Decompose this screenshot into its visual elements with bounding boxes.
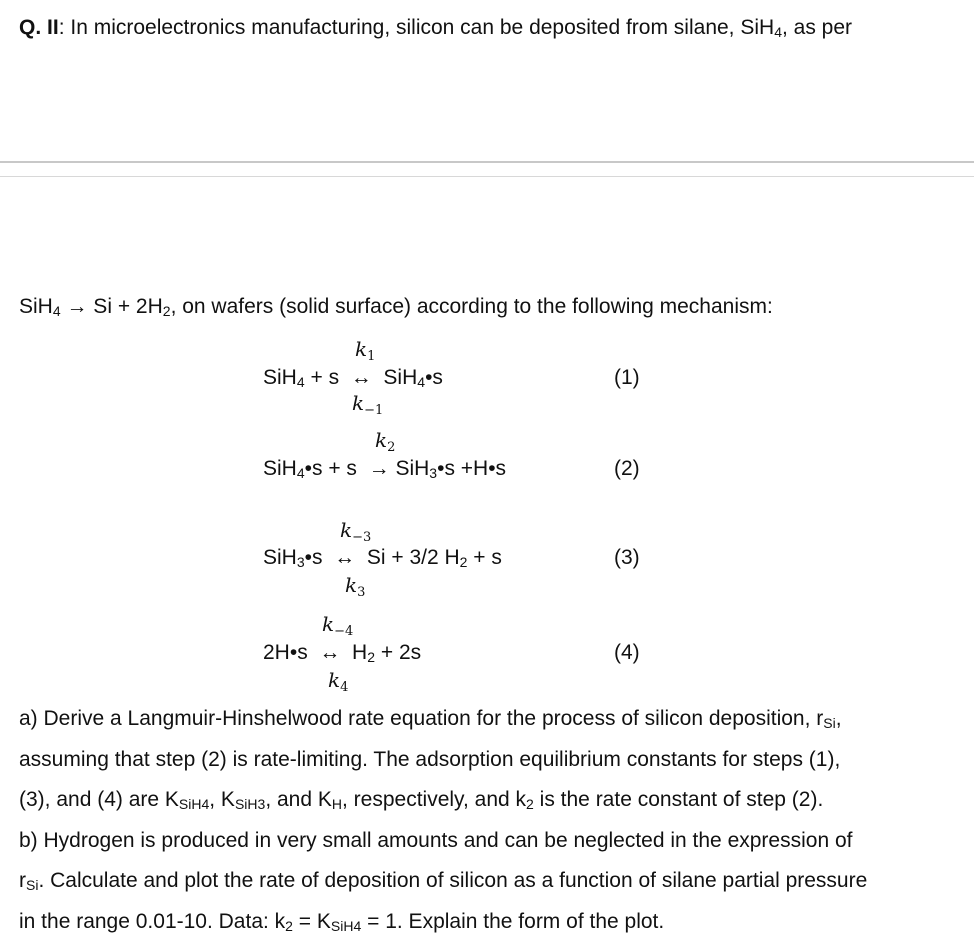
reactant: SiH <box>19 295 53 318</box>
rate-constant-k-4: $k_{-4}$ <box>322 612 354 639</box>
equilibrium-arrow: ↔ <box>350 366 372 389</box>
step-4-equation: 2H•s ↔ $H_2 + 2s$ <box>263 641 422 665</box>
part-a-line-1: a) Derive a Langmuir-Hinshelwood rate equation for the process of silicon deposition, $r_{Si}$, <box>19 707 842 731</box>
step-number: (4) <box>614 641 640 664</box>
step-number: (3) <box>614 546 640 569</box>
question-header <box>19 16 852 40</box>
step-3-equation: SiH$_3$•s ↔ Si + 3/2 $H_2 + s$ <box>263 546 502 570</box>
equilibrium-arrow: ↔ <box>334 546 356 569</box>
subscript: 2 <box>162 303 171 319</box>
part-b-line-3: in the range 0.01-10. Data: $k_2 = K_{SiH4} = 1$. Explain the form of the plot. <box>19 909 665 934</box>
question-label: Q. II <box>19 16 59 39</box>
part-b-line-2: $r_{Si}$. Calculate and plot the rate of deposition of silicon as a function of silane partial pressure <box>19 869 868 893</box>
rate-constant-k-3: $k_{-3}$ <box>340 518 372 545</box>
part-a-line-3: (3), and (4) are $K_{SiH4}$, $K_{SiH3}$, and $K_H$, respectively, and $k_2$ is the rate constant of step (2). <box>19 788 824 812</box>
step-number: (2) <box>614 457 640 480</box>
step-1-equation: SiH$_4$ + s ↔ SiH$_4$•s <box>263 366 443 390</box>
divider <box>0 176 974 177</box>
overall-description: , on wafers (solid surface) according to the following mechanism: <box>170 295 773 318</box>
rate-constant-k3: $k_3$ <box>345 573 366 600</box>
part-b-line-1: b) Hydrogen is produced in very small amounts and can be neglected in the expression of <box>19 828 853 852</box>
rate-constant-k4: $k_4$ <box>328 668 349 695</box>
rate-constant-k2: $k_2$ <box>375 428 396 455</box>
step-number: (1) <box>614 366 640 389</box>
question-intro-end: , as per <box>781 16 853 39</box>
reaction-arrow: → Si + 2H <box>60 295 163 318</box>
part-a-line-2: assuming that step (2) is rate-limiting. The adsorption equilibrium constants for steps (1), <box>19 747 841 771</box>
subscript: 4 <box>52 303 61 319</box>
rate-constant-k-1: $k_{-1}$ <box>352 391 384 418</box>
rate-constant-k1: $k_1$ <box>355 337 376 364</box>
step-2-equation: SiH$_4$•s + s → SiH$_3$•s +H•s <box>263 457 507 481</box>
overall-reaction <box>19 295 773 319</box>
question-intro: : In microelectronics manufacturing, silicon can be deposited from silane, SiH <box>58 16 775 39</box>
equilibrium-arrow: ↔ <box>319 641 341 664</box>
questions-paragraph <box>19 699 959 942</box>
divider <box>0 161 974 163</box>
reaction-arrow: → <box>368 457 390 480</box>
subscript: 4 <box>774 24 782 40</box>
